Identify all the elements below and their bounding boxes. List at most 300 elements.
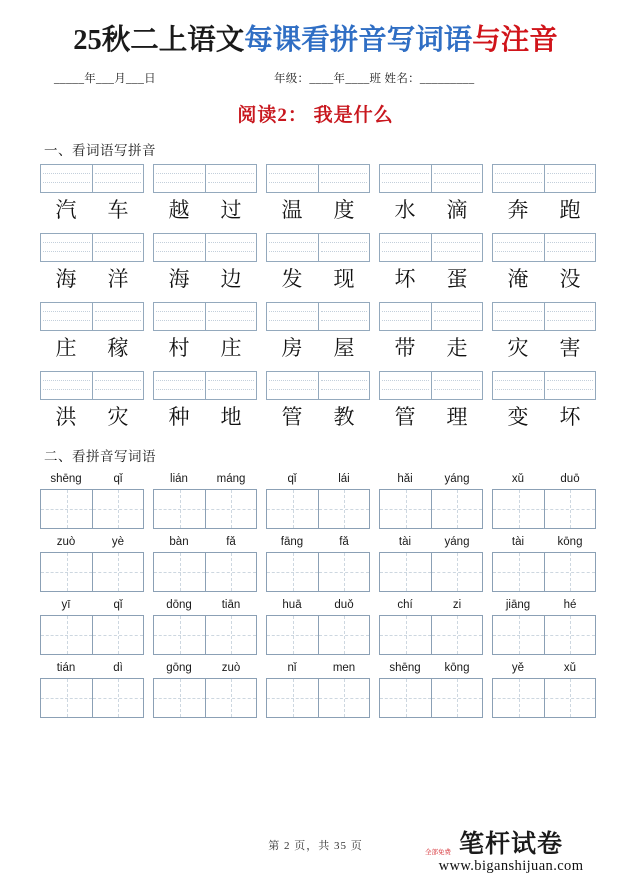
pinyin-answer-box[interactable] [40,302,144,331]
pinyin-cell[interactable] [154,234,205,261]
prompt-word [266,331,370,364]
prompt-char: 教 [333,405,355,430]
tianzige-cell[interactable] [92,553,143,591]
pinyin-pair [379,470,483,489]
tianzige-cell[interactable] [205,616,256,654]
tianzige-cell[interactable] [41,616,92,654]
tianzige-cell[interactable] [318,553,369,591]
pinyin-syllable: shēng [50,473,82,486]
tianzige-cell[interactable] [154,616,205,654]
prompt-char: 庄 [55,336,77,361]
tianzige-cell[interactable] [493,616,544,654]
answer-grid-line [40,552,599,592]
pinyin-syllable: fǎ [339,536,349,549]
prompt-word [379,262,483,295]
prompt-char: 带 [394,336,416,361]
character-answer-box[interactable] [379,615,483,655]
answer-item [40,489,144,529]
character-answer-box[interactable] [153,552,257,592]
pinyin-syllable: yáng [444,473,470,486]
pinyin-syllable: xǔ [511,473,525,486]
pinyin-syllable: tiān [221,599,241,612]
pinyin-cell[interactable] [154,372,205,399]
pinyin-syllable: fāng [280,536,304,549]
exercise-item [153,164,257,226]
pinyin-pair [153,470,257,489]
pinyin-cell[interactable] [318,234,369,261]
prompt-char: 房 [281,336,303,361]
pinyin-prompt [379,533,483,552]
prompt-char: 奔 [507,198,529,223]
pinyin-pair [492,596,596,615]
character-answer-box[interactable] [492,678,596,718]
tianzige-cell[interactable] [154,679,205,717]
pinyin-pair [40,470,144,489]
pinyin-cell[interactable] [380,372,431,399]
pinyin-prompt [40,659,144,678]
exercise-item [492,233,596,295]
answer-item [266,615,370,655]
pinyin-pair [379,533,483,552]
pinyin-syllable: gōng [166,662,192,675]
character-answer-box[interactable] [492,552,596,592]
tianzige-cell[interactable] [205,553,256,591]
prompt-char: 淹 [507,267,529,292]
tianzige-cell[interactable] [431,490,482,528]
tianzige-cell[interactable] [267,553,318,591]
pinyin-syllable: yī [61,599,71,612]
tianzige-cell[interactable] [431,553,482,591]
pinyin-answer-box[interactable] [379,302,483,331]
pinyin-cell[interactable] [267,372,318,399]
pinyin-cell[interactable] [267,303,318,330]
pinyin-prompt [379,596,483,615]
tianzige-cell[interactable] [544,490,595,528]
prompt-word [492,262,596,295]
title-segment-red: 与注音 [472,25,558,56]
pinyin-syllable: tián [56,662,76,675]
character-answer-box[interactable] [40,678,144,718]
pinyin-prompt-line [40,596,599,615]
pinyin-syllable: tài [398,536,412,549]
character-answer-box[interactable] [379,489,483,529]
exercise-item [266,164,370,226]
exercise-item [492,371,596,433]
pinyin-answer-box[interactable] [266,371,370,400]
exercise-item [266,233,370,295]
character-answer-box[interactable] [153,489,257,529]
pinyin-cell[interactable] [431,372,482,399]
pinyin-syllable: máng [216,473,246,486]
pinyin-cell[interactable] [493,372,544,399]
pinyin-syllable: duǒ [334,599,354,612]
exercise-item [153,233,257,295]
pinyin-pair [40,533,144,552]
character-answer-box[interactable] [492,615,596,655]
pinyin-syllable: dōng [166,599,192,612]
pinyin-cell[interactable] [544,165,595,192]
pinyin-answer-box[interactable] [266,233,370,262]
pinyin-answer-box[interactable] [40,164,144,193]
pinyin-cell[interactable] [544,234,595,261]
pinyin-cell[interactable] [493,303,544,330]
pinyin-prompt [492,470,596,489]
prompt-char: 度 [333,198,355,223]
prompt-word [492,331,596,364]
exercise-item [379,233,483,295]
exercise-item [492,164,596,226]
answer-item [492,615,596,655]
exercise-item [40,302,144,364]
exercise-item [266,302,370,364]
pinyin-answer-box[interactable] [40,371,144,400]
pinyin-syllable: yáng [444,536,470,549]
prompt-char: 地 [220,405,242,430]
tianzige-cell[interactable] [380,490,431,528]
pinyin-cell[interactable] [92,165,143,192]
pinyin-prompt [153,596,257,615]
pinyin-pair [40,659,144,678]
prompt-word [40,193,144,226]
pinyin-cell[interactable] [493,234,544,261]
pinyin-prompt [492,659,596,678]
prompt-word [492,400,596,433]
tianzige-cell[interactable] [544,553,595,591]
answer-item [379,489,483,529]
pinyin-syllable: huā [282,599,302,612]
site-logo [421,832,601,875]
tianzige-cell[interactable] [493,490,544,528]
prompt-char: 洋 [107,267,129,292]
pinyin-syllable: lái [338,473,350,486]
pinyin-answer-box[interactable] [266,164,370,193]
pinyin-pair [266,596,370,615]
pinyin-syllable: qǐ [287,473,297,486]
character-answer-box[interactable] [40,552,144,592]
tianzige-cell[interactable] [380,679,431,717]
tianzige-cell[interactable] [380,616,431,654]
pinyin-syllable: jiāng [505,599,531,612]
prompt-char: 发 [281,267,303,292]
title-segment-black: 25秋二上语文 [73,25,245,56]
pinyin-prompt [266,470,370,489]
answer-item [153,489,257,529]
tianzige-cell[interactable] [380,553,431,591]
prompt-char: 理 [446,405,468,430]
prompt-char: 跑 [559,198,581,223]
tianzige-cell[interactable] [154,490,205,528]
pinyin-syllable: yě [511,662,525,675]
tianzige-cell[interactable] [318,616,369,654]
pinyin-cell[interactable] [267,165,318,192]
tianzige-cell[interactable] [154,553,205,591]
answer-item [266,678,370,718]
pinyin-pair [153,533,257,552]
pinyin-prompt [153,470,257,489]
tianzige-cell[interactable] [267,490,318,528]
pinyin-syllable: kōng [444,662,470,675]
character-answer-box[interactable] [492,489,596,529]
pinyin-cell[interactable] [431,303,482,330]
prompt-char: 灾 [507,336,529,361]
pinyin-cell[interactable] [205,165,256,192]
pinyin-pair [379,596,483,615]
tianzige-cell[interactable] [267,679,318,717]
exercise-item [153,302,257,364]
tianzige-cell[interactable] [318,490,369,528]
answer-item [40,678,144,718]
exercise-row [40,302,599,364]
answer-grid-line [40,678,599,718]
tianzige-cell[interactable] [92,616,143,654]
lesson-subtitle: 阅读2： 我是什么 [237,104,394,126]
prompt-char: 车 [107,198,129,223]
answer-item [40,552,144,592]
prompt-char: 稼 [107,336,129,361]
tianzige-cell[interactable] [431,616,482,654]
pinyin-answer-box[interactable] [153,371,257,400]
pinyin-prompt-line [40,470,599,489]
exercise-row [40,533,599,592]
prompt-char: 管 [281,405,303,430]
pinyin-syllable: kōng [557,536,583,549]
pinyin-syllable: zuò [56,536,76,549]
exercise-row [40,596,599,655]
pinyin-syllable: yè [111,536,125,549]
prompt-word [40,331,144,364]
pinyin-syllable: qǐ [113,599,123,612]
prompt-char: 庄 [220,336,242,361]
student-info-line [32,70,599,86]
prompt-char: 坏 [394,267,416,292]
prompt-char: 屋 [333,336,355,361]
answer-item [40,615,144,655]
pinyin-prompt-line [40,659,599,678]
tianzige-cell[interactable] [205,490,256,528]
pinyin-cell[interactable] [318,303,369,330]
prompt-word [153,262,257,295]
tianzige-cell[interactable] [318,679,369,717]
pinyin-cell[interactable] [318,165,369,192]
pinyin-cell[interactable] [431,165,482,192]
pinyin-answer-box[interactable] [266,302,370,331]
tianzige-cell[interactable] [92,679,143,717]
pinyin-cell[interactable] [544,372,595,399]
pinyin-syllable: hǎi [397,473,413,486]
page-title [32,0,599,58]
pinyin-answer-box[interactable] [40,233,144,262]
pinyin-cell[interactable] [92,234,143,261]
pinyin-cell[interactable] [205,234,256,261]
tianzige-cell[interactable] [431,679,482,717]
pinyin-prompt [379,659,483,678]
exercise-item [492,302,596,364]
prompt-char: 村 [168,336,190,361]
pinyin-pair [492,533,596,552]
tianzige-cell[interactable] [493,553,544,591]
answer-item [492,678,596,718]
tianzige-cell[interactable] [493,679,544,717]
pinyin-syllable: men [332,662,356,675]
prompt-word [153,331,257,364]
pinyin-syllable: zuò [221,662,241,675]
prompt-char: 越 [168,198,190,223]
pinyin-prompt [379,470,483,489]
pinyin-cell[interactable] [154,165,205,192]
pinyin-answer-box[interactable] [153,164,257,193]
logo-url: www.biganshijuan.com [438,858,584,874]
exercise-item [379,371,483,433]
prompt-char: 海 [55,267,77,292]
pinyin-pair [153,596,257,615]
pinyin-prompt [492,596,596,615]
character-answer-box[interactable] [153,678,257,718]
pinyin-cell[interactable] [205,372,256,399]
tianzige-cell[interactable] [267,616,318,654]
section-1-rows [40,164,599,433]
pinyin-cell[interactable] [205,303,256,330]
character-answer-box[interactable] [40,489,144,529]
tianzige-cell[interactable] [205,679,256,717]
prompt-char: 变 [507,405,529,430]
pinyin-prompt [266,596,370,615]
pinyin-pair [40,596,144,615]
character-answer-box[interactable] [266,615,370,655]
pinyin-syllable: shēng [389,662,421,675]
pinyin-cell[interactable] [380,165,431,192]
prompt-char: 汽 [55,198,77,223]
tianzige-cell[interactable] [544,679,595,717]
prompt-char: 滴 [446,198,468,223]
pinyin-answer-box[interactable] [492,233,596,262]
pinyin-syllable: dì [113,662,123,675]
prompt-char: 灾 [107,405,129,430]
tianzige-cell[interactable] [92,490,143,528]
prompt-word [266,262,370,295]
pinyin-syllable: zi [452,599,462,612]
pinyin-prompt [153,659,257,678]
pinyin-answer-box[interactable] [153,302,257,331]
prompt-char: 坏 [559,405,581,430]
exercise-item [153,371,257,433]
prompt-word [379,331,483,364]
pinyin-syllable: tài [511,536,525,549]
prompt-char: 水 [394,198,416,223]
prompt-char: 边 [220,267,242,292]
exercise-row [40,371,599,433]
pinyin-cell[interactable] [380,303,431,330]
pinyin-cell[interactable] [544,303,595,330]
pinyin-answer-box[interactable] [379,233,483,262]
pinyin-syllable: nǐ [287,662,297,675]
answer-item [492,552,596,592]
answer-grid-line [40,615,599,655]
pinyin-answer-box[interactable] [492,302,596,331]
tianzige-cell[interactable] [41,679,92,717]
pinyin-pair [266,470,370,489]
exercise-item [40,233,144,295]
answer-item [492,489,596,529]
prompt-char: 走 [446,336,468,361]
tianzige-cell[interactable] [544,616,595,654]
pinyin-prompt-line [40,533,599,552]
answer-item [379,552,483,592]
prompt-char: 没 [559,267,581,292]
character-answer-box[interactable] [153,615,257,655]
exercise-item [40,164,144,226]
pinyin-syllable: xǔ [563,662,577,675]
pinyin-answer-box[interactable] [492,371,596,400]
prompt-word [266,193,370,226]
section-1-heading: 一、看词语写拼音 [44,142,156,158]
pinyin-pair [266,533,370,552]
pinyin-cell[interactable] [431,234,482,261]
page-footer: 第 2 页，共 35 页 [268,840,363,852]
pinyin-cell[interactable] [267,234,318,261]
prompt-char: 温 [281,198,303,223]
logo-name: 笔杆试卷 [458,831,563,858]
pinyin-pair [492,470,596,489]
pinyin-cell[interactable] [41,303,92,330]
pinyin-cell[interactable] [41,234,92,261]
pinyin-pair [379,659,483,678]
exercise-row [40,470,599,529]
prompt-char: 管 [394,405,416,430]
character-answer-box[interactable] [266,552,370,592]
character-answer-box[interactable] [379,678,483,718]
pinyin-syllable: lián [170,473,188,486]
exercise-row [40,233,599,295]
pinyin-syllable: fǎ [226,536,236,549]
answer-item [153,615,257,655]
character-answer-box[interactable] [379,552,483,592]
pinyin-answer-box[interactable] [153,233,257,262]
pinyin-cell[interactable] [41,165,92,192]
exercise-row [40,164,599,226]
prompt-word [153,400,257,433]
prompt-word [40,400,144,433]
pinyin-cell[interactable] [41,372,92,399]
pinyin-pair [153,659,257,678]
pinyin-cell[interactable] [92,303,143,330]
answer-item [153,678,257,718]
prompt-char: 害 [559,336,581,361]
grade-class-name-field: 年级：____年____班 姓名：_________ [273,72,475,85]
prompt-char: 蛋 [446,267,468,292]
pinyin-cell[interactable] [92,372,143,399]
character-answer-box[interactable] [266,678,370,718]
pinyin-cell[interactable] [380,234,431,261]
answer-grid-line [40,489,599,529]
exercise-item [379,164,483,226]
pinyin-prompt [266,659,370,678]
pinyin-cell[interactable] [493,165,544,192]
prompt-word [40,262,144,295]
prompt-char: 过 [220,198,242,223]
character-answer-box[interactable] [266,489,370,529]
free-badge: 全部免费 [425,848,451,856]
pinyin-answer-box[interactable] [379,371,483,400]
exercise-item [379,302,483,364]
tianzige-cell[interactable] [41,490,92,528]
pinyin-cell[interactable] [154,303,205,330]
pinyin-answer-box[interactable] [379,164,483,193]
pinyin-cell[interactable] [318,372,369,399]
prompt-word [379,193,483,226]
tianzige-cell[interactable] [41,553,92,591]
character-answer-box[interactable] [40,615,144,655]
pinyin-answer-box[interactable] [492,164,596,193]
